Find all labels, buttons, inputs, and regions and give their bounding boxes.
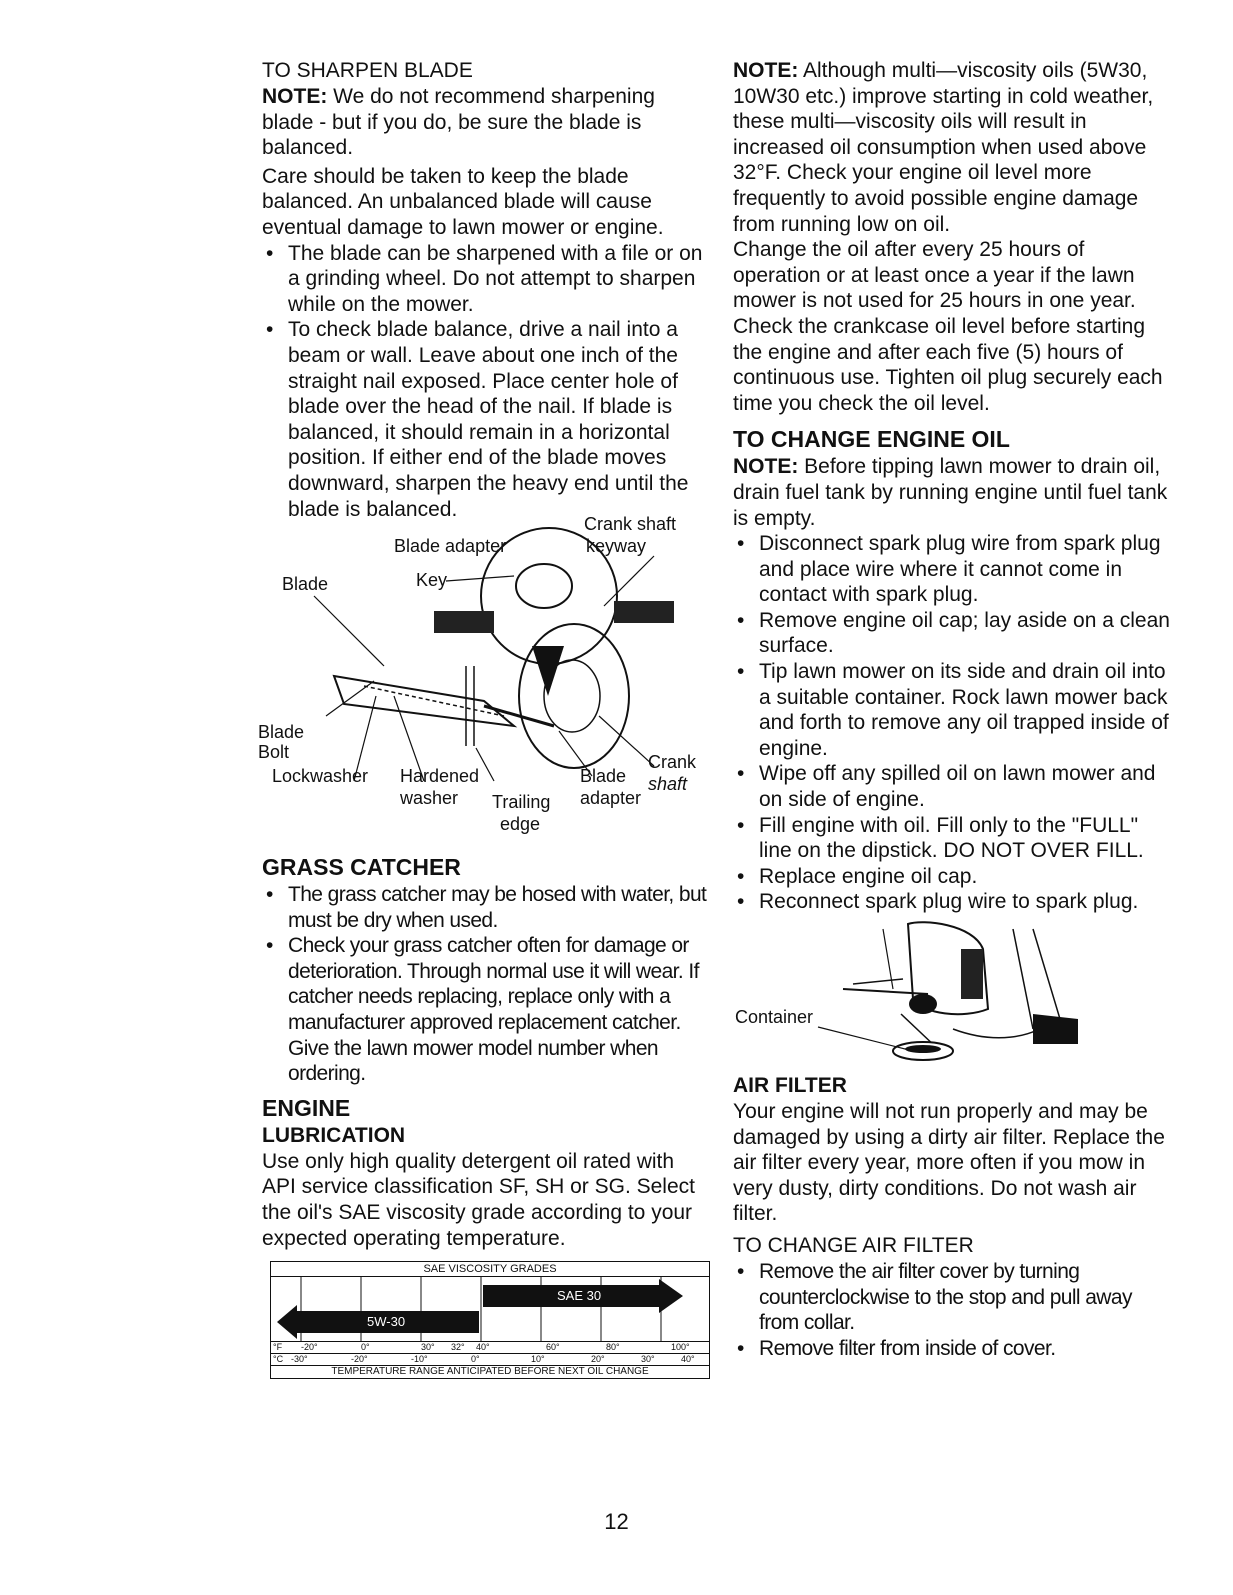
oil-change-bullets bbox=[733, 531, 1173, 915]
note-label: NOTE: bbox=[733, 455, 799, 479]
check-oil-paragraph: Check the crankcase oil level before starting the engine and after each five (5) hours of continuous use. Tighten oil plug securely each time you check the oil level. bbox=[733, 314, 1163, 415]
label-crank: Crank bbox=[648, 752, 697, 773]
f-tick: 40° bbox=[476, 1342, 490, 1353]
air-filter-bullets bbox=[733, 1259, 1173, 1361]
engine-heading: ENGINE bbox=[262, 1094, 351, 1121]
c-tick: 20° bbox=[591, 1354, 605, 1365]
list-item: • Reconnect spark plug wire to spark plug. bbox=[733, 889, 1173, 915]
label-shaft: shaft bbox=[648, 774, 688, 795]
c-tick: -20° bbox=[351, 1354, 368, 1365]
label-blade-2: Blade bbox=[258, 722, 305, 743]
lubrication-heading: LUBRICATION bbox=[262, 1123, 406, 1147]
f-tick: 0° bbox=[361, 1342, 370, 1353]
note-text: Although multi—viscosity oils (5W30, 10W30 etc.) improve starting in cold weather, these multi—viscosity oils will result in increased oil consumption when used above 32°F. Check your engine oil level more frequently to avoid possible engine damage from running low on oil. bbox=[733, 59, 1154, 236]
viscosity-chart-title: SAE VISCOSITY GRADES bbox=[271, 1262, 709, 1277]
f-unit: °F bbox=[273, 1342, 283, 1353]
label-keyway: keyway bbox=[586, 536, 647, 557]
c-tick: 30° bbox=[641, 1354, 655, 1365]
5w30-label: 5W-30 bbox=[367, 1314, 406, 1330]
f-tick: 100° bbox=[671, 1342, 690, 1353]
c-tick: -10° bbox=[411, 1354, 428, 1365]
oil-note bbox=[733, 454, 1173, 531]
note-label: NOTE: bbox=[262, 85, 328, 108]
grass-catcher-heading: GRASS CATCHER bbox=[262, 854, 461, 881]
label-blade-adapter: Blade adapter bbox=[394, 536, 507, 557]
label-trailing: Trailing bbox=[492, 792, 551, 813]
f-tick: 30° bbox=[421, 1342, 435, 1353]
label-crank-shaft: Crank shaft bbox=[584, 514, 677, 535]
note-label: NOTE: bbox=[733, 59, 799, 82]
lubrication-paragraph: Use only high quality detergent oil rated with API service classification SF, SH or SG. Select the oil's SAE viscosity grade according to your expected operating temperature. bbox=[262, 1149, 695, 1250]
note-text: We do not recommend sharpening blade - but if you do, be sure the blade is balanced. bbox=[262, 85, 655, 160]
c-unit: °C bbox=[273, 1354, 284, 1365]
air-filter-paragraph: Your engine will not run properly and may be damaged by using a dirty air filter. Replace the air filter every year, more often if you mow in very dusty, dirty conditions. Do not wash air filter. bbox=[733, 1100, 1165, 1226]
list-item: • Replace engine oil cap. bbox=[733, 864, 1173, 890]
label-container: Container bbox=[735, 1007, 814, 1027]
label-adapter: adapter bbox=[580, 788, 642, 809]
f-tick: 80° bbox=[606, 1342, 620, 1353]
sharpen-blade-title: TO SHARPEN BLADE bbox=[262, 59, 473, 82]
viscosity-grid bbox=[271, 1277, 709, 1341]
f-tick: 32° bbox=[451, 1342, 465, 1353]
blade-diagram bbox=[254, 514, 712, 856]
c-tick: -30° bbox=[291, 1354, 308, 1365]
grass-catcher-bullets bbox=[262, 882, 712, 1087]
f-tick: -20° bbox=[301, 1342, 318, 1353]
viscosity-bars bbox=[271, 1277, 709, 1341]
change-engine-oil-heading: TO CHANGE ENGINE OIL bbox=[733, 426, 1010, 453]
right-column bbox=[733, 58, 1173, 1361]
sharpen-note bbox=[262, 84, 712, 161]
label-hardened: Hardened bbox=[400, 766, 480, 787]
list-item: • The grass catcher may be hosed with water, but must be dry when used. bbox=[262, 882, 712, 933]
care-paragraph: Care should be taken to keep the blade balanced. An unbalanced blade will cause eventual damage to lawn mower or engine. bbox=[262, 164, 664, 239]
celsius-scale bbox=[271, 1353, 709, 1365]
change-air-filter-heading: TO CHANGE AIR FILTER bbox=[733, 1233, 974, 1257]
list-item: • Remove filter from inside of cover. bbox=[733, 1336, 1173, 1362]
c-tick: 10° bbox=[531, 1354, 545, 1365]
label-blade: Blade bbox=[282, 574, 329, 595]
sae-viscosity-chart bbox=[270, 1261, 710, 1379]
list-item: • Disconnect spark plug wire from spark plug and place wire where it cannot come in contact with spark plug. bbox=[733, 531, 1173, 608]
list-item: • Check your grass catcher often for damage or deterioration. Through normal use it will wear. If catcher needs replacing, replace only with a manufacturer approved replacement catcher. Give the lawn mower model number when ordering. bbox=[262, 933, 712, 1087]
list-item: • Fill engine with oil. Fill only to the "FULL" line on the dipstick. DO NOT OVER FILL. bbox=[733, 813, 1173, 864]
c-tick: 40° bbox=[681, 1354, 695, 1365]
label-edge: edge bbox=[500, 814, 541, 835]
viscosity-chart-footer: TEMPERATURE RANGE ANTICIPATED BEFORE NEXT OIL CHANGE bbox=[271, 1365, 709, 1378]
list-item: • Wipe off any spilled oil on lawn mower and on side of engine. bbox=[733, 761, 1173, 812]
sharpen-bullets bbox=[262, 241, 712, 523]
fahrenheit-scale bbox=[271, 1341, 709, 1353]
list-item: • To check blade balance, drive a nail into a beam or wall. Leave about one inch of the straight nail exposed. Place center hole of blade over the head of the nail. If blade is balanced, it should remain in a horizontal position. If either end of the blade moves downward, sharpen the heavy end until the blade is balanced. bbox=[262, 317, 712, 522]
list-item: • Remove engine oil cap; lay aside on a clean surface. bbox=[733, 608, 1173, 659]
c-tick: 0° bbox=[471, 1354, 480, 1365]
air-filter-heading: AIR FILTER bbox=[733, 1074, 847, 1097]
left-column bbox=[258, 58, 712, 1379]
page-number: 12 bbox=[604, 1509, 629, 1534]
change-oil-paragraph: Change the oil after every 25 hours of operation or at least once a year if the lawn mower is not used for 25 hours in one year. bbox=[733, 238, 1136, 313]
list-item: • The blade can be sharpened with a file or on a grinding wheel. Do not attempt to sharpen while on the mower. bbox=[262, 241, 712, 318]
label-washer: washer bbox=[400, 788, 459, 809]
f-tick: 60° bbox=[546, 1342, 560, 1353]
label-blade-adapter-lower: Blade bbox=[580, 766, 627, 787]
oil-drain-diagram bbox=[733, 919, 1173, 1069]
list-item: • Remove the air filter cover by turning counterclockwise to the stop and pull away from collar. bbox=[733, 1259, 1173, 1336]
label-key: Key bbox=[416, 570, 448, 591]
label-bolt: Bolt bbox=[258, 742, 290, 763]
note-text: Before tipping lawn mower to drain oil, drain fuel tank by running engine until fuel tank is empty. bbox=[733, 455, 1168, 530]
label-lockwasher: Lockwasher bbox=[272, 766, 369, 787]
oil-drain-illustration bbox=[733, 919, 1173, 1069]
sae30-label: SAE 30 bbox=[557, 1288, 602, 1304]
viscosity-note bbox=[733, 58, 1173, 237]
list-item: • Tip lawn mower on its side and drain oil into a suitable container. Rock lawn mower back and forth to remove any oil trapped inside of engine. bbox=[733, 659, 1173, 761]
